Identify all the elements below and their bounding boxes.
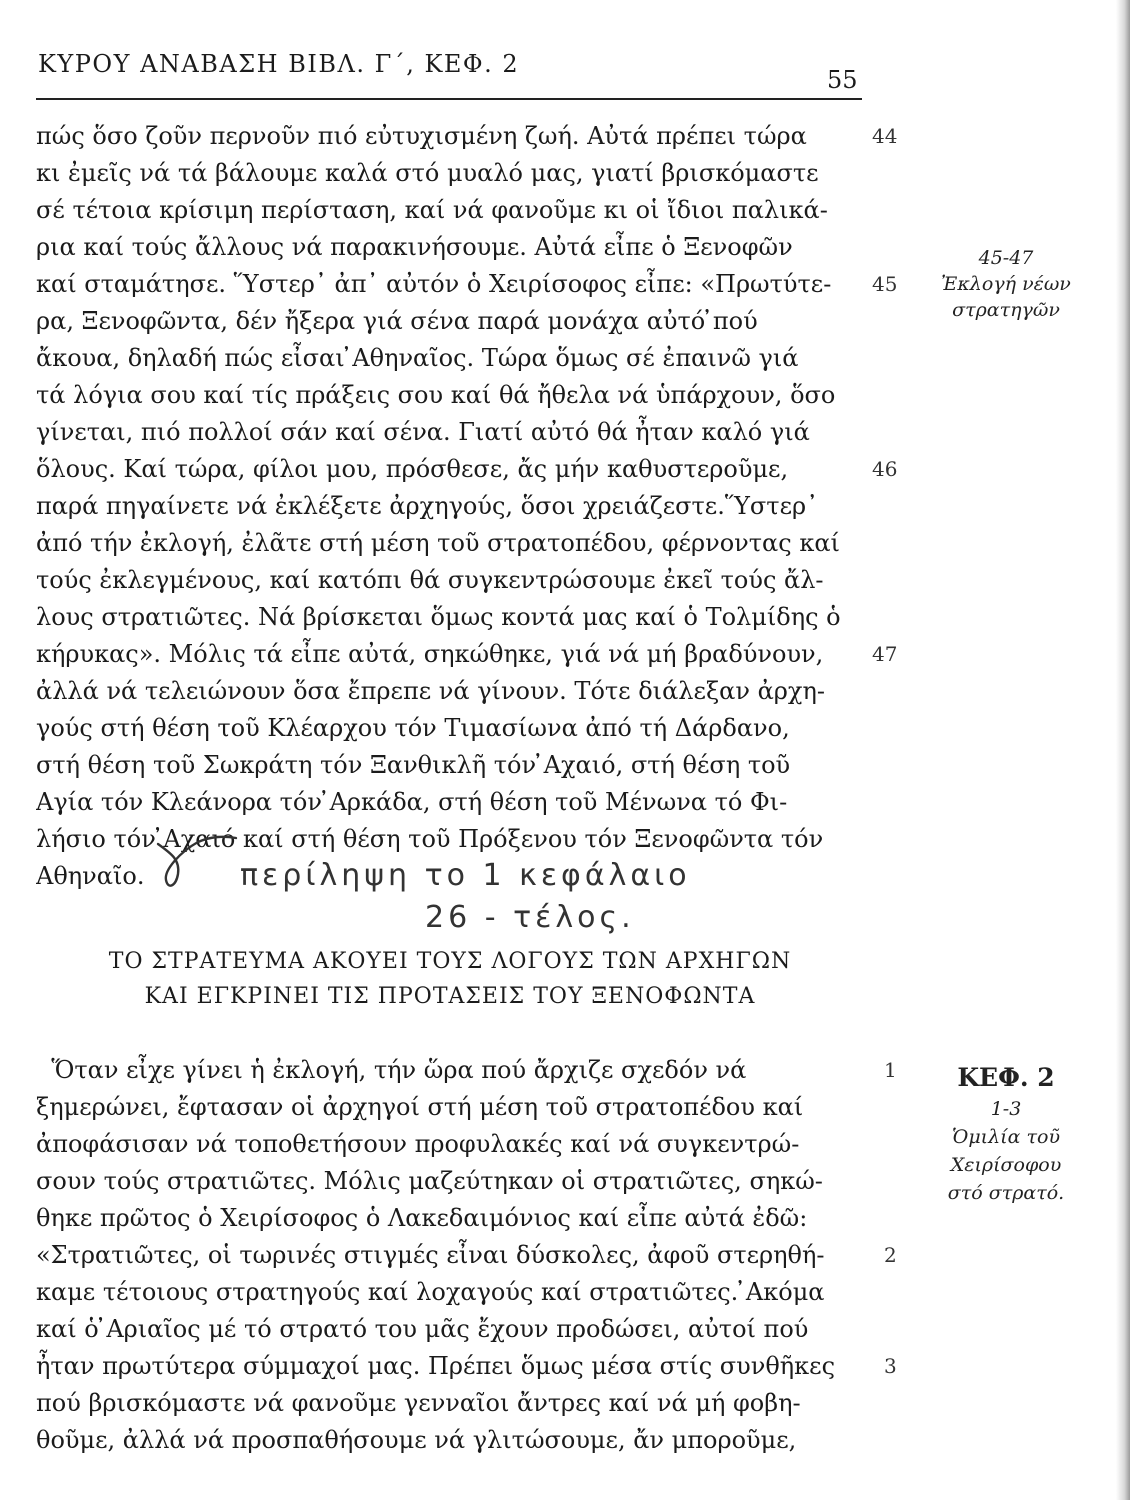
handwritten-note: 26 - τέλος. — [425, 900, 635, 935]
line-number: 45 — [872, 272, 898, 296]
body-line: σουν τούς στρατιῶτες. Μόλις μαζεύτηκαν οἱ στρατιῶτες, σηκώ- — [36, 1167, 823, 1195]
body-line: λους στρατιῶτες. Νά βρίσκεται ὅμως κοντά μας καί ὁ Τολμίδης ὁ — [36, 603, 841, 631]
body-line: ξημερώνει, ἔφτασαν οἱ ἀρχηγοί στή μέση τοῦ στρατοπέδου καί — [36, 1093, 804, 1121]
body-line: ὅλους. Καί τώρα, φίλοι μου, πρόσθεσε, ἄς μήν καθυστεροῦμε, — [36, 455, 789, 483]
body-line: ἄκουα, δηλαδή πώς εἶσαι ̓Αθηναῖος. Τώρα ὅμως σέ ἐπαινῶ γιά — [36, 344, 799, 372]
line-number: 2 — [884, 1243, 897, 1267]
line-number: 1 — [884, 1058, 897, 1082]
line-number: 47 — [872, 642, 898, 666]
body-line: κήρυκας». Μόλις τά εἶπε αὐτά, σηκώθηκε, γιά νά μή βραδύνουν, — [36, 640, 824, 668]
body-line: σέ τέτοια κρίσιμη περίσταση, καί νά φανοῦμε κι οἱ ἴδιοι παλικά- — [36, 196, 828, 224]
body-line: ̓Αγία τόν Κλεάνορα τόν ̓Αρκάδα, στή θέση τοῦ Μένωνα τό Φι- — [36, 788, 788, 816]
body-line: καί σταμάτησε. Ὕστερ᾽ ἀπ᾽ αὐτόν ὁ Χειρίσοφος εἶπε: «Πρωτύτε- — [36, 270, 832, 298]
body-line: τά λόγια σου καί τίς πράξεις σου καί θά ἤθελα νά ὑπάρχουν, ὅσο — [36, 381, 836, 409]
page-number: 55 — [827, 66, 858, 94]
body-line: ἀλλά νά τελειώνουν ὅσα ἔπρεπε νά γίνουν. Τότε διάλεξαν ἀρχη- — [36, 677, 825, 705]
page-edge-shadow — [1116, 0, 1130, 1500]
body-line: πώς ὅσο ζοῦν περνοῦν πιό εὐτυχισμένη ζωή. Αὐτά πρέπει τώρα — [36, 122, 807, 150]
chapter-heading: ΚΕΦ. 2 — [957, 1063, 1055, 1092]
body-line: γούς στή θέση τοῦ Κλέαρχου τόν Τιμασίωνα ἀπό τή Δάρδανο, — [36, 714, 790, 742]
margin-note-line: στό στρατό. — [947, 1182, 1065, 1204]
margin-note-line: Ἐκλογή νέων — [941, 273, 1071, 295]
body-line: κι ἐμεῖς νά τά βάλουμε καλά στό μυαλό μας, γιατί βρισκόμαστε — [36, 159, 819, 187]
body-line: πού βρισκόμαστε νά φανοῦμε γενναῖοι ἄντρες καί νά μή φοβη- — [36, 1389, 801, 1417]
header-rule — [36, 98, 862, 100]
body-line: ἦταν πρωτύτερα σύμμαχοί μας. Πρέπει ὅμως μέσα στίς συνθῆκες — [36, 1352, 836, 1380]
section-title: ΤΟ ΣΤΡΑΤΕΥΜΑ ΑΚΟΥΕΙ ΤΟΥΣ ΛΟΓΟΥΣ ΤΩΝ ΑΡΧΗΓΩΝ — [108, 949, 792, 974]
body-line: ἀποφάσισαν νά τοποθετήσουν προφυλακές καί νά συγκεντρώ- — [36, 1130, 800, 1158]
margin-note-line: Ὁμιλία τοῦ — [952, 1126, 1060, 1148]
body-line: ̓Αθηναῖο. — [36, 862, 145, 890]
body-line: τούς ἐκλεγμένους, καί κατόπι θά συγκεντρώσουμε ἐκεῖ τούς ἄλ- — [36, 566, 824, 594]
body-line: ρια καί τούς ἄλλους νά παρακινήσουμε. Αὐτά εἶπε ὁ Ξενοφῶν — [36, 233, 793, 261]
body-line: Ὅταν εἶχε γίνει ἡ ἐκλογή, τήν ὥρα πού ἄρχιζε σχεδόν νά — [36, 1056, 747, 1084]
line-number: 44 — [872, 124, 898, 148]
line-number: 46 — [872, 457, 898, 481]
running-head: ΚΥΡΟΥ ΑΝΑΒΑΣΗ ΒΙΒΛ. Γ΄, ΚΕΦ. 2 — [38, 50, 520, 78]
handwritten-note: περίληψη το 1 κεφάλαιο — [240, 858, 691, 893]
margin-note-line: στρατηγῶν — [952, 299, 1060, 321]
margin-note-range: 45-47 — [978, 247, 1034, 269]
body-line: ἀπό τήν ἐκλογή, ἐλᾶτε στή μέση τοῦ στρατοπέδου, φέρνοντας καί — [36, 529, 840, 557]
body-line: καμε τέτοιους στρατηγούς καί λοχαγούς καί στρατιῶτες. ̓Ακόμα — [36, 1278, 825, 1306]
body-line: «Στρατιῶτες, οἱ τωρινές στιγμές εἶναι δύσκολες, ἀφοῦ στερηθή- — [36, 1241, 825, 1269]
handwritten-bracket-mark — [150, 830, 240, 900]
body-line: λήσιο τόν ̓Αχαιό καί στή θέση τοῦ Πρόξενου τόν Ξενοφῶντα τόν — [36, 825, 824, 853]
body-line: παρά πηγαίνετε νά ἐκλέξετε ἀρχηγούς, ὅσοι χρειάζεστε.Ὕστερ᾽ — [36, 492, 819, 520]
body-line: θηκε πρῶτος ὁ Χειρίσοφος ὁ Λακεδαιμόνιος καί εἶπε αὐτά ἐδῶ: — [36, 1204, 808, 1232]
margin-note-line: Χειρίσοφου — [950, 1154, 1062, 1176]
body-line: καί ὁ ̓Αριαῖος μέ τό στρατό του μᾶς ἔχουν προδώσει, αὐτοί πού — [36, 1315, 809, 1343]
section-title: ΚΑΙ ΕΓΚΡΙΝΕΙ ΤΙΣ ΠΡΟΤΑΣΕΙΣ ΤΟΥ ΞΕΝΟΦΩΝΤΑ — [144, 984, 756, 1009]
body-line: θοῦμε, ἀλλά νά προσπαθήσουμε νά γλιτώσουμε, ἄν μποροῦμε, — [36, 1426, 797, 1454]
body-line: γίνεται, πιό πολλοί σάν καί σένα. Γιατί αὐτό θά ἦταν καλό γιά — [36, 418, 810, 446]
body-line: στή θέση τοῦ Σωκράτη τόν Ξανθικλῆ τόν ̓Αχαιό, στή θέση τοῦ — [36, 751, 791, 779]
margin-note-range: 1-3 — [990, 1098, 1022, 1120]
body-line: ρα, Ξενοφῶντα, δέν ἤξερα γιά σένα παρά μονάχα αὐτό ̓πού — [36, 307, 758, 335]
line-number: 3 — [884, 1354, 897, 1378]
